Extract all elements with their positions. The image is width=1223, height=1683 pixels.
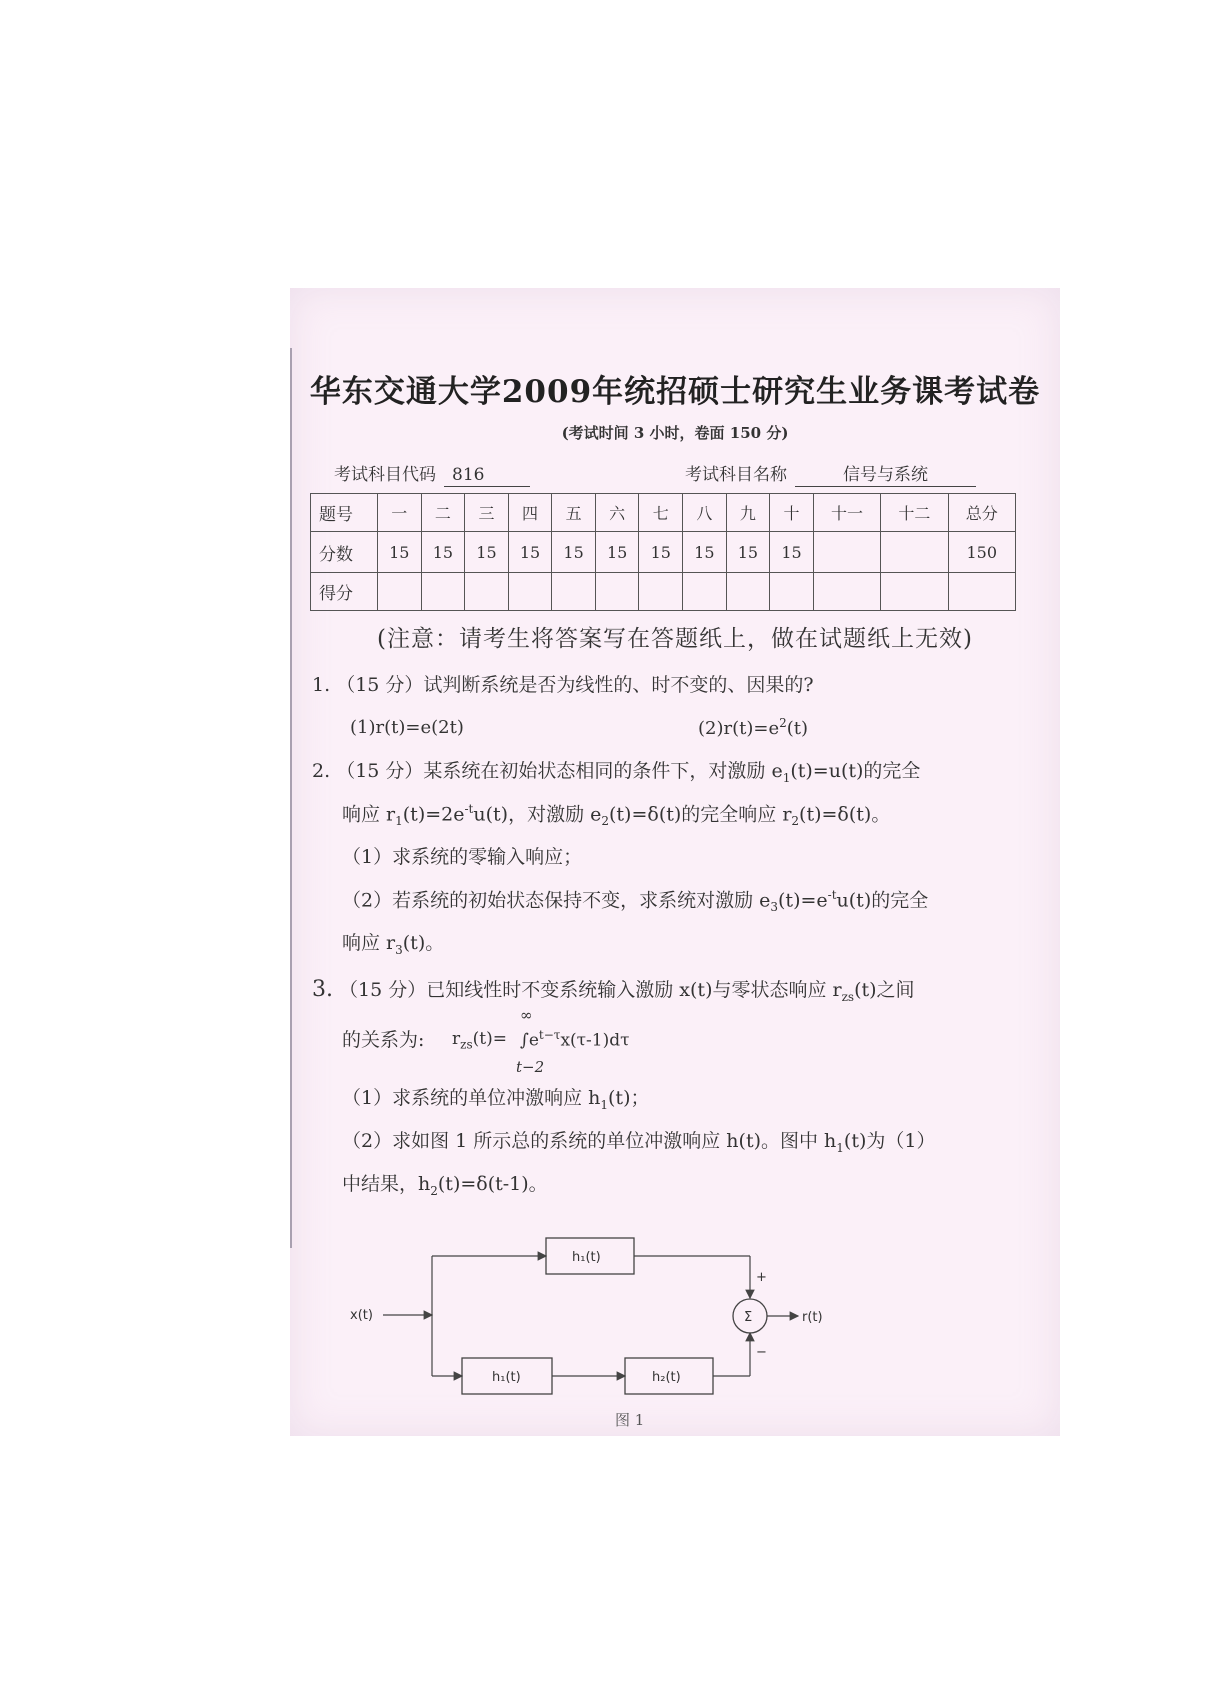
earned-cell	[683, 573, 727, 611]
q1-number: 1.	[312, 674, 331, 696]
question-number: 八	[683, 494, 727, 532]
q1-part-b-exp: 2	[779, 716, 787, 730]
q2-part1: （1）求系统的零输入响应；	[342, 846, 583, 868]
q1-text: （15 分）试判断系统是否为线性的、时不变的、因果的?	[336, 674, 814, 696]
q2-l1-sub: 1	[782, 770, 791, 785]
h2-label: h₂(t)	[652, 1370, 681, 1385]
plus-sign: +	[756, 1270, 767, 1285]
h1-bottom-label: h₁(t)	[492, 1370, 521, 1385]
q2-p2-sub: 3	[770, 900, 779, 915]
q2-number: 2.	[312, 760, 331, 782]
q2-p2b: (t)=e	[778, 889, 828, 912]
q3-int-upper: ∞	[520, 1006, 533, 1024]
q2-l2a: 响应 r	[342, 803, 396, 826]
points-cell: 15	[421, 532, 465, 573]
q2-part2-line2	[342, 931, 444, 958]
q2-l2b: (t)=2e	[402, 803, 465, 826]
sum-symbol: Σ	[744, 1310, 753, 1325]
earned-cell	[770, 573, 814, 611]
subject-code	[334, 460, 530, 487]
q3-int-exp: t−τ	[538, 1028, 561, 1042]
q3-part1	[342, 1086, 649, 1113]
question-number: 七	[639, 494, 683, 532]
output-label: r(t)	[802, 1310, 823, 1325]
q3-relation-label: 的关系为:	[342, 1029, 425, 1051]
q2-l1-end: (t)=u(t)的完全	[790, 760, 921, 782]
q3-rel-r: r	[452, 1029, 461, 1049]
q3-integrand	[520, 1028, 630, 1052]
points-cell: 15	[508, 532, 552, 573]
question-number: 二	[421, 494, 465, 532]
q1-part-a: (1)r(t)=e(2t)	[350, 717, 464, 738]
row-label: 题号	[311, 494, 378, 532]
q3-relation-lhs	[452, 1028, 507, 1053]
earned-cell	[595, 573, 639, 611]
earned-cell	[726, 573, 770, 611]
earned-cell	[948, 573, 1016, 611]
h1-top-label: h₁(t)	[572, 1250, 601, 1265]
points-cell: 15	[595, 532, 639, 573]
q3-l1b: (t)之间	[854, 979, 915, 1001]
q3-rel-eq: (t)=	[472, 1029, 507, 1049]
question-number: 六	[595, 494, 639, 532]
q2-p2-sup: -t	[827, 888, 837, 902]
earned-cell	[465, 573, 509, 611]
question-number: 十	[770, 494, 814, 532]
q3-part2	[342, 1129, 935, 1156]
q3-l1-sub: zs	[841, 989, 855, 1004]
total-header: 总分	[948, 494, 1016, 532]
earned-cell	[378, 573, 422, 611]
input-label: x(t)	[350, 1308, 373, 1323]
earned-cell	[881, 573, 948, 611]
subject-code-label: 考试科目代码	[334, 465, 436, 485]
q2-p2c: u(t)的完全	[836, 889, 929, 912]
q2-line2	[342, 802, 890, 830]
q2-l2d: (t)=δ(t)的完全响应 r	[609, 803, 792, 826]
exam-subtitle: (考试时间 3 小时，卷面 150 分)	[561, 424, 789, 442]
figure-caption: 图 1	[615, 1411, 645, 1429]
q3-part2-line2	[342, 1172, 548, 1199]
q3-int-body: x(τ-1)dτ	[560, 1030, 630, 1051]
q2-p2a: （2）若系统的初始状态保持不变，求系统对激励 e	[342, 889, 771, 912]
q2-p2-l2a: 响应 r	[342, 932, 396, 954]
q3-p2-l2b: (t)=δ(t-1)。	[437, 1173, 548, 1195]
points-cell: 15	[726, 532, 770, 573]
q2-l2e: (t)=δ(t)。	[799, 803, 891, 826]
points-cell: 15	[465, 532, 509, 573]
score-row-points	[311, 532, 1016, 573]
q3-p2a: （2）求如图 1 所示总的系统的单位冲激响应 h(t)。图中 h	[342, 1130, 837, 1152]
question-number: 九	[726, 494, 770, 532]
subject-code-value: 816	[444, 465, 530, 487]
score-row-earned	[311, 573, 1016, 611]
question-number: 十一	[813, 494, 880, 532]
earned-cell	[508, 573, 552, 611]
subject-name-value: 信号与系统	[795, 460, 976, 487]
points-cell: 15	[552, 532, 596, 573]
q3-rel-sub: zs	[460, 1037, 473, 1052]
q2-l2-sub1: 1	[395, 814, 403, 829]
q1-part-b-post: (t)	[786, 718, 809, 739]
exam-sheet	[290, 288, 1060, 1436]
points-cell: 15	[378, 532, 422, 573]
q2-l2-sub2: 2	[601, 814, 609, 829]
total-points: 150	[948, 532, 1016, 573]
points-cell	[813, 532, 880, 573]
q1-part-b	[698, 716, 808, 740]
earned-cell	[639, 573, 683, 611]
figure-1-diagram	[350, 1236, 870, 1411]
q3-p2-sub: 1	[836, 1140, 844, 1155]
q3-p1a: （1）求系统的单位冲激响应 h	[342, 1087, 601, 1109]
points-cell: 15	[639, 532, 683, 573]
score-row-numbers	[311, 494, 1016, 532]
row-label: 分数	[311, 532, 378, 573]
q3-l1a: （15 分）已知线性时不变系统输入激励 x(t)与零状态响应 r	[339, 979, 842, 1001]
q2-p2-l2sub: 3	[395, 942, 403, 957]
q3-p2-l2a: 中结果，h	[342, 1173, 431, 1195]
earned-cell	[421, 573, 465, 611]
q2-l2-sup: -t	[464, 802, 474, 816]
q2-l1: （15 分）某系统在初始状态相同的条件下，对激励 e	[336, 760, 783, 782]
q2-l2c: u(t)，对激励 e	[473, 803, 602, 826]
question-number: 十二	[881, 494, 948, 532]
exam-title: 华东交通大学2009年统招硕士研究生业务课考试卷	[309, 374, 1041, 410]
points-cell	[881, 532, 948, 573]
q3-number: 3.	[312, 977, 333, 1002]
row-label: 得分	[311, 573, 378, 611]
earned-cell	[552, 573, 596, 611]
q3-p1b: (t)；	[608, 1087, 650, 1109]
q2-line1	[312, 759, 920, 786]
points-cell: 15	[683, 532, 727, 573]
earned-cell	[813, 573, 880, 611]
q3-int-e: e	[528, 1030, 539, 1051]
question-number: 五	[552, 494, 596, 532]
q3-int-lower: t−2	[516, 1058, 545, 1076]
exam-note: (注意：请考生将答案写在答题纸上，做在试题纸上无效)	[377, 626, 973, 652]
points-cell: 15	[770, 532, 814, 573]
q2-part2	[342, 888, 928, 916]
q1-part-b-pre: (2)r(t)=e	[698, 718, 780, 739]
scan-edge	[290, 348, 292, 1248]
q3-p2b: (t)为（1）	[843, 1130, 936, 1152]
subject-name-label: 考试科目名称	[685, 465, 787, 485]
q2-p2-l2b: (t)。	[402, 932, 445, 954]
q3-p2-l2sub: 2	[430, 1183, 438, 1198]
q3-int-sign: ∫	[520, 1030, 529, 1051]
minus-sign: −	[756, 1345, 767, 1360]
q2-l2-sub3: 2	[791, 814, 800, 829]
question-number: 四	[508, 494, 552, 532]
q1-stem	[312, 673, 814, 698]
subject-name	[685, 460, 976, 487]
q3-p1-sub: 1	[600, 1097, 609, 1112]
q3-line1	[312, 976, 915, 1005]
question-number: 一	[378, 494, 422, 532]
question-number: 三	[465, 494, 509, 532]
score-table	[310, 493, 1016, 611]
